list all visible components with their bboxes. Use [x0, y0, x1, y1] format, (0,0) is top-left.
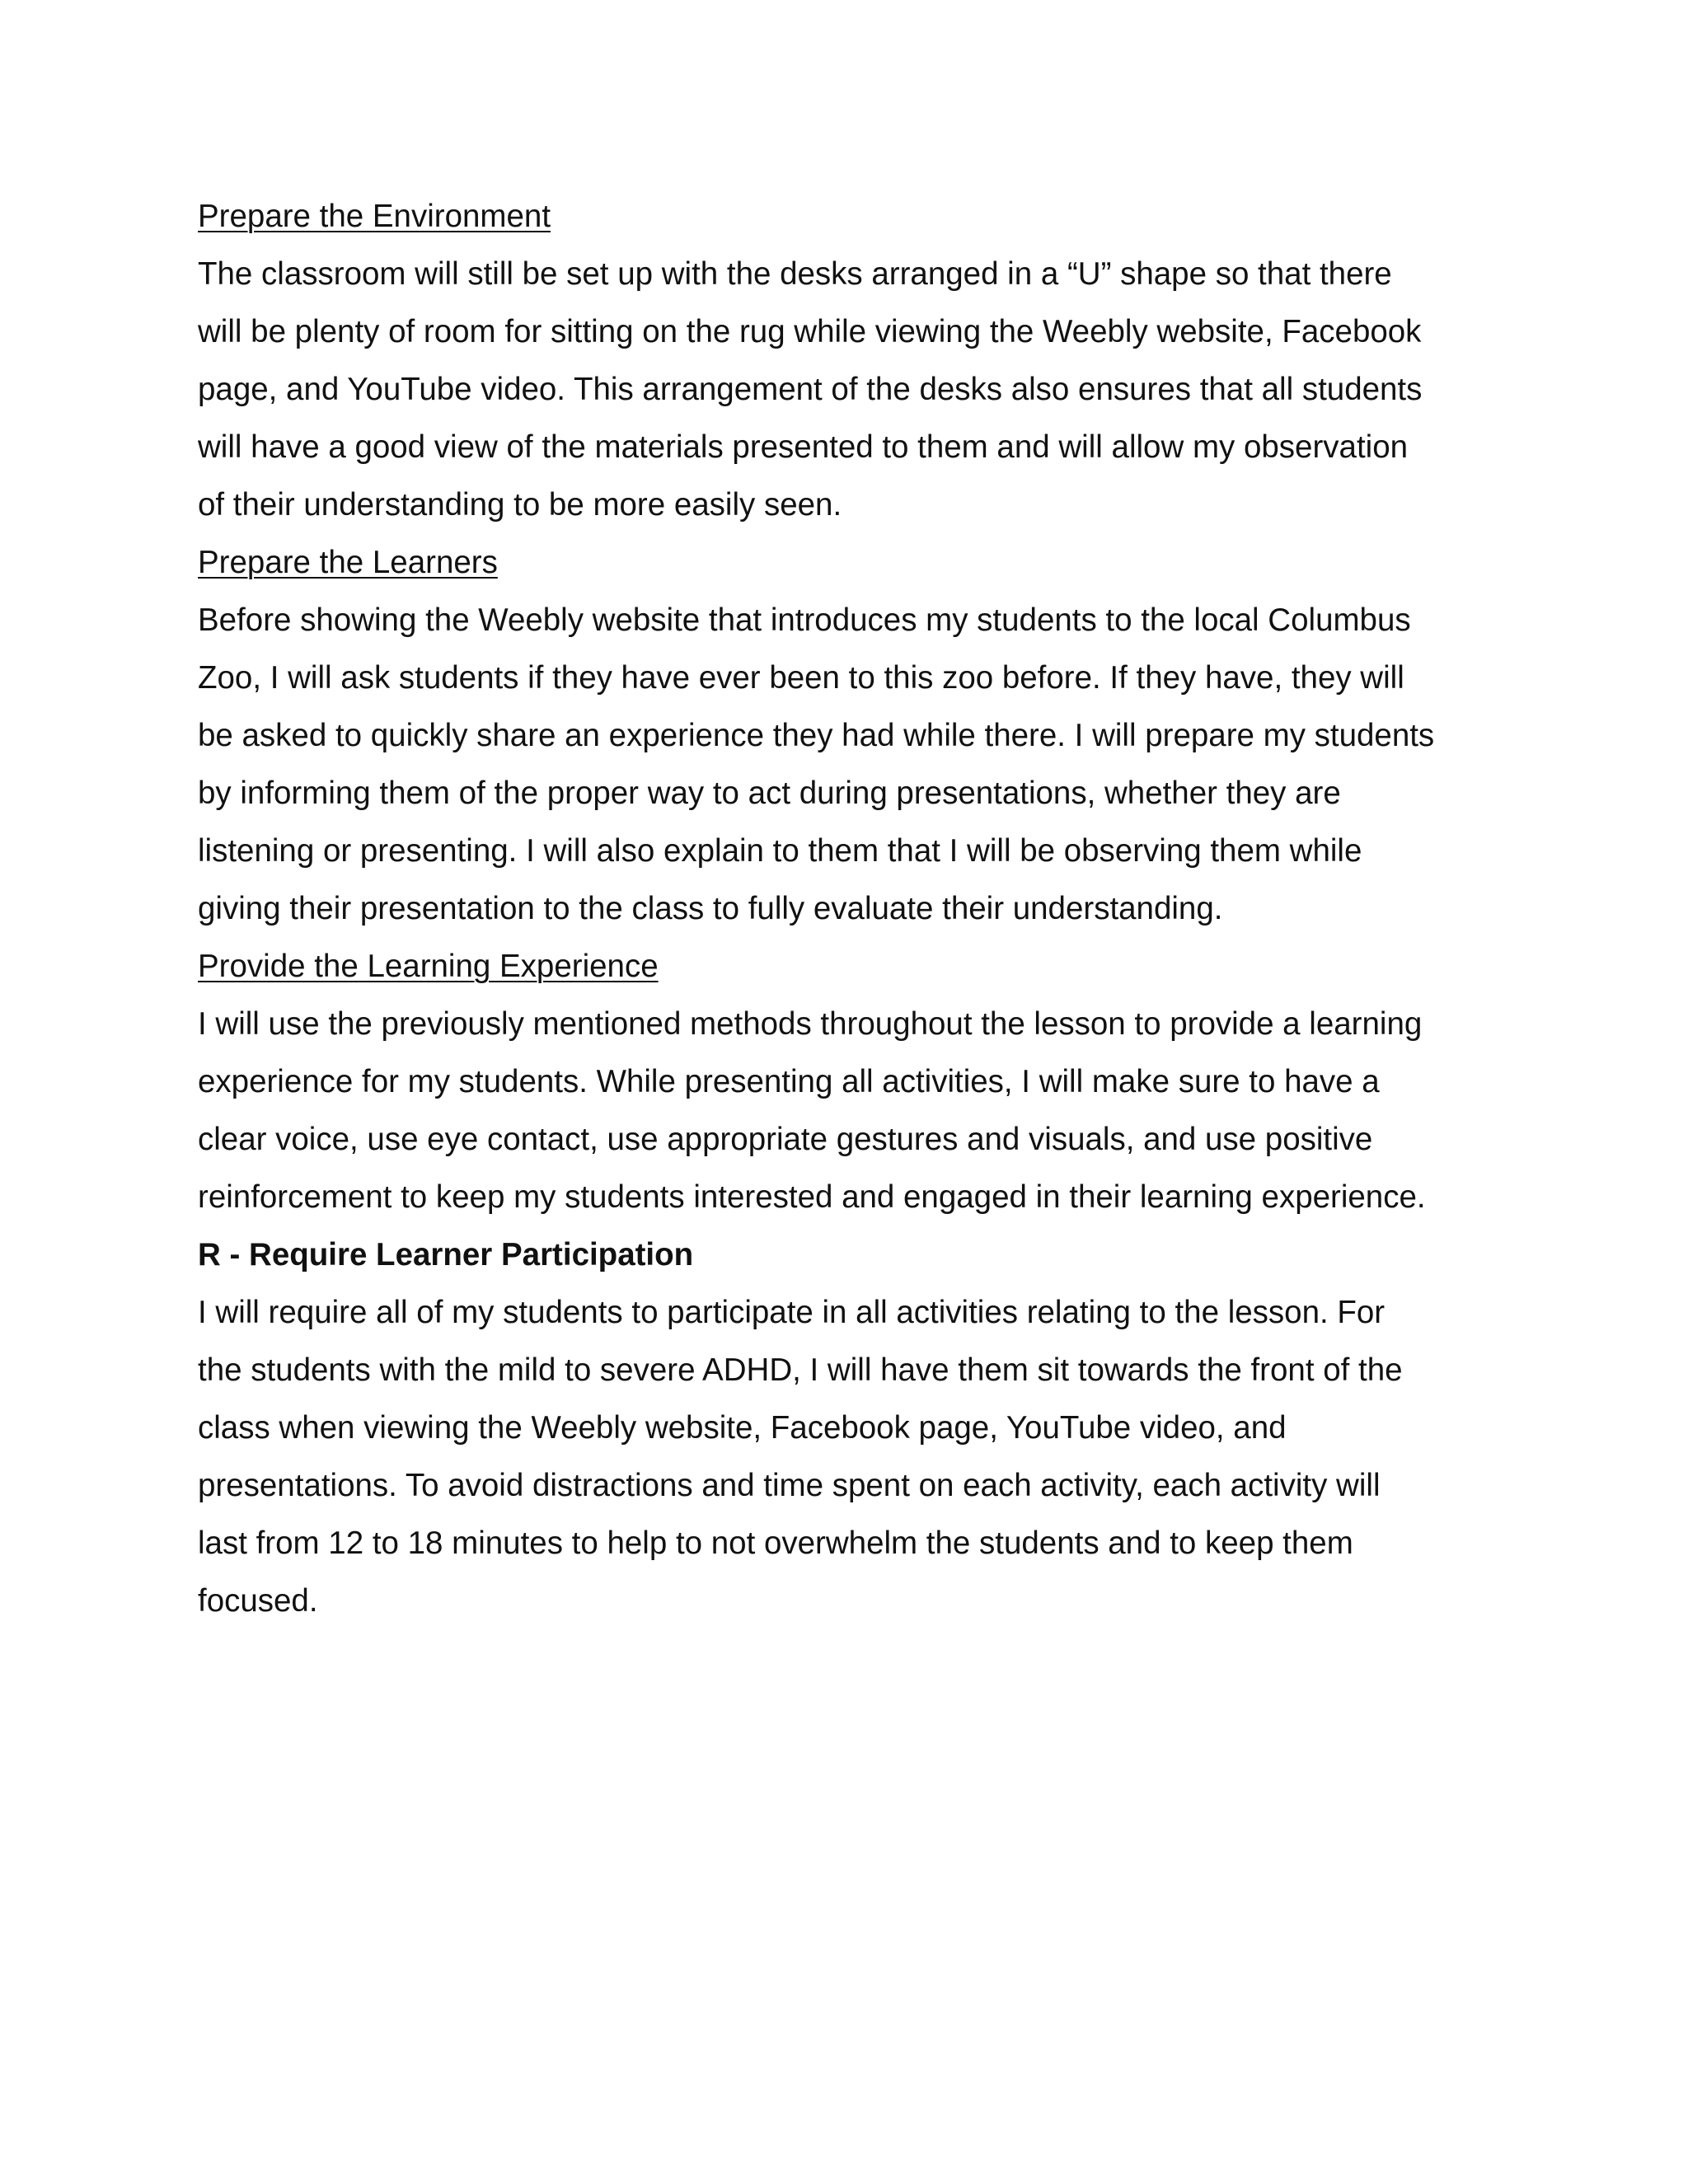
section-paragraph — [198, 1284, 1566, 1630]
section-heading: Prepare the Environment — [198, 199, 551, 234]
text-line: Zoo, I will ask students if they have ever been to this zoo before. If they have, they will — [198, 660, 1404, 696]
text-line: The classroom will still be set up with the desks arranged in a “U” shape so that there — [198, 256, 1392, 292]
document-body — [198, 188, 1566, 1630]
text-line: will have a good view of the materials presented to them and will allow my observation — [198, 429, 1409, 465]
text-line: giving their presentation to the class to fully evaluate their understanding. — [198, 891, 1223, 926]
text-line: I will use the previously mentioned methods throughout the lesson to provide a learning — [198, 1006, 1423, 1042]
text-line: class when viewing the Weebly website, Facebook page, YouTube video, and — [198, 1410, 1287, 1446]
text-line: page, and YouTube video. This arrangement of the desks also ensures that all students — [198, 372, 1423, 407]
text-line: experience for my students. While presenting all activities, I will make sure to have a — [198, 1064, 1380, 1099]
section-prepare-environment — [198, 188, 1566, 534]
text-line: by informing them of the proper way to act during presentations, whether they are — [198, 776, 1341, 811]
section-paragraph — [198, 592, 1566, 938]
text-line: last from 12 to 18 minutes to help to not overwhelm the students and to keep them — [198, 1526, 1353, 1561]
section-paragraph — [198, 996, 1566, 1226]
text-line: focused. — [198, 1583, 318, 1619]
text-line: of their understanding to be more easily seen. — [198, 487, 842, 523]
text-line: will be plenty of room for sitting on the rug while viewing the Weebly website, Facebook — [198, 314, 1422, 349]
text-line: be asked to quickly share an experience they had while there. I will prepare my students — [198, 718, 1435, 753]
text-line: listening or presenting. I will also explain to them that I will be observing them while — [198, 833, 1362, 869]
text-line: presentations. To avoid distractions and time spent on each activity, each activity will — [198, 1468, 1381, 1503]
text-line: Before showing the Weebly website that introduces my students to the local Columbus — [198, 602, 1411, 638]
text-line: reinforcement to keep my students interested and engaged in their learning experience. — [198, 1179, 1426, 1215]
section-heading: Prepare the Learners — [198, 545, 498, 580]
section-heading: Provide the Learning Experience — [198, 949, 659, 984]
text-line: the students with the mild to severe ADHD, I will have them sit towards the front of the — [198, 1352, 1403, 1388]
text-line: I will require all of my students to participate in all activities relating to the lesson. For — [198, 1295, 1386, 1330]
text-line: clear voice, use eye contact, use appropriate gestures and visuals, and use positive — [198, 1122, 1373, 1157]
section-paragraph — [198, 246, 1566, 534]
section-heading: R - Require Learner Participation — [198, 1237, 694, 1272]
section-prepare-learners — [198, 534, 1566, 938]
section-require-learner-participation — [198, 1226, 1566, 1630]
section-provide-learning-experience — [198, 938, 1566, 1226]
